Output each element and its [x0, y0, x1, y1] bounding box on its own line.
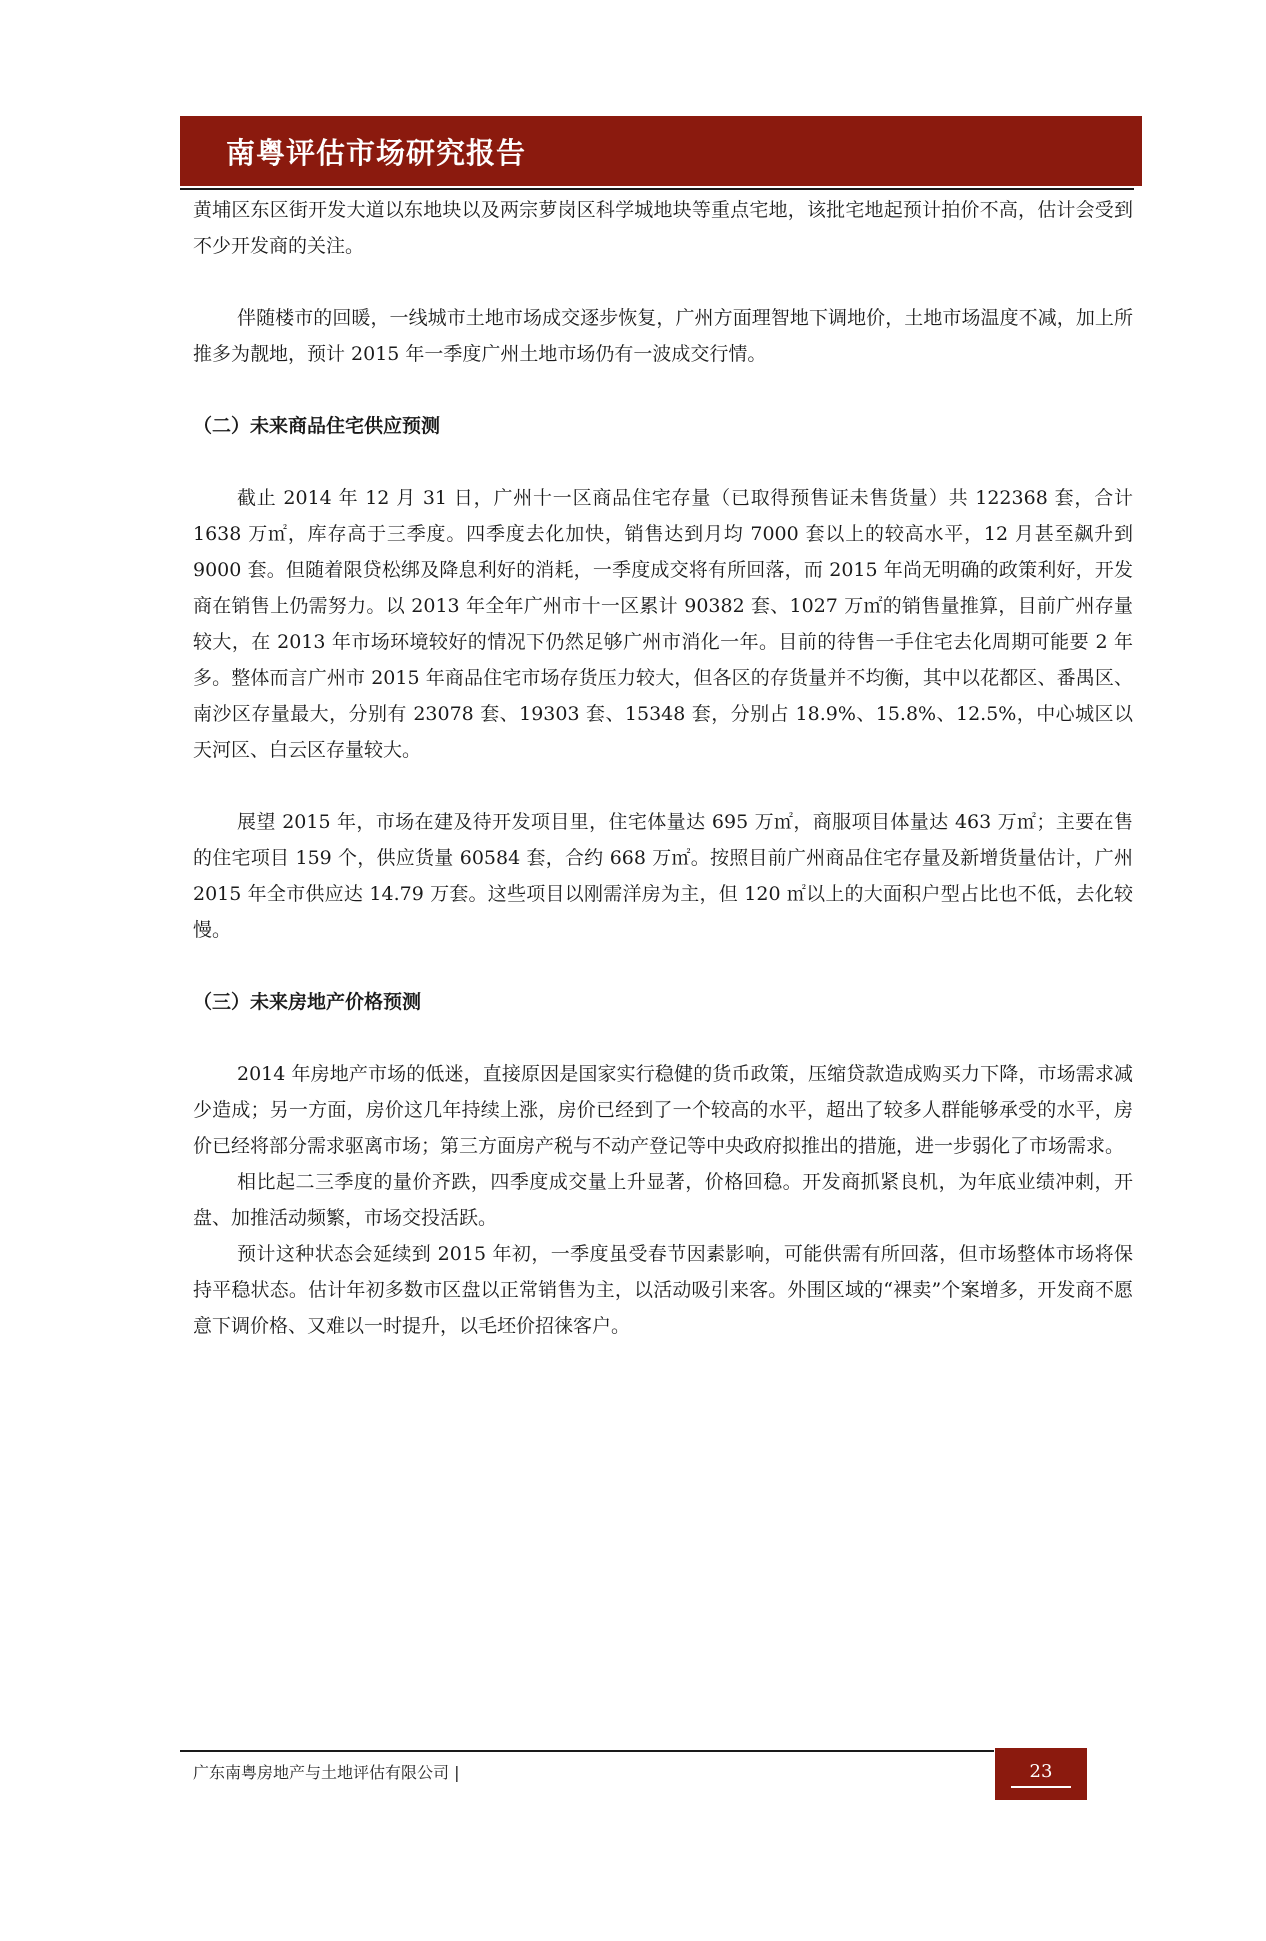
footer-company-name: 广东南粤房地产与土地评估有限公司 | [193, 1763, 460, 1782]
header-divider [180, 188, 1134, 190]
paragraph-market-slump: 2014 年房地产市场的低迷，直接原因是国家实行稳健的货币政策，压缩贷款造成购买力下降，市场需求减少造成；另一方面，房价这几年持续上涨，房价已经到了一个较高的水平，超出了较多人群能够承受的水平，房价已经将部分需求驱离市场；第三方面房产税与不动产登记等中央政府拟推出的措施，进一步弱化了市场需求。 [193, 1063, 1133, 1157]
header-bar [180, 116, 1142, 186]
footer-divider [180, 1750, 994, 1752]
paragraph-continued: 黄埔区东区街开发大道以东地块以及两宗萝岗区科学城地块等重点宅地，该批宅地起预计拍价不高，估计会受到不少开发商的关注。 [193, 199, 1133, 257]
paragraph-outlook: 展望 2015 年，市场在建及待开发项目里，住宅体量达 695 万㎡，商服项目体量达 463 万㎡；主要在售的住宅项目 159 个，供应货量 60584 套，合约 668 万㎡。按照目前广州商品住宅存量及新增货量估计，广州 2015 年全市供应达 14.79 万套。这些项目以刚需洋房为主，但 120 ㎡以上的大面积户型占比也不低，去化较慢。 [193, 811, 1133, 941]
report-title: 南粤评估市场研究报告 [226, 135, 527, 170]
paragraph-inventory: 截止 2014 年 12 月 31 日，广州十一区商品住宅存量（已取得预售证未售货量）共 122368 套，合计 1638 万㎡，库存高于三季度。四季度去化加快，销售达到月均 7000 套以上的较高水平，12 月甚至飙升到 9000 套。但随着限贷松绑及降息利好的消耗，一季度成交将有所回落，而 2015 年尚无明确的政策利好，开发商在销售上仍需努力。以 2013 年全年广州市十一区累计 90382 套、1027 万㎡的销售量推算，目前广州存量较大，在 2013 年市场环境较好的情况下仍然足够广州市消化一年。目前的待售一手住宅去化周期可能要 2 年多。整体而言广州市 2015 年商品住宅市场存货压力较大，但各区的存货量并不均衡，其中以花都区、番禺区、南沙区存量最大，分别有 23078 套、19303 套、15348 套，分别占 18.9%、15.8%、12.5%，中心城区以天河区、白云区存量较大。 [193, 487, 1133, 761]
section-heading-supply: （二）未来商品住宅供应预测 [193, 415, 441, 437]
page-number: 23 [1011, 1761, 1071, 1788]
section-heading-price: （三）未来房地产价格预测 [193, 991, 422, 1013]
paragraph-forecast: 预计这种状态会延续到 2015 年初，一季度虽受春节因素影响，可能供需有所回落，但市场整体市场将保持平稳状态。估计年初多数市区盘以正常销售为主，以活动吸引来客。外围区域的“裸卖”个案增多，开发商不愿意下调价格、又难以一时提升，以毛坯价招徕客户。 [193, 1243, 1133, 1337]
page-content [193, 192, 1133, 1344]
paragraph-land-market: 伴随楼市的回暖，一线城市土地市场成交逐步恢复，广州方面理智地下调地价，土地市场温度不减，加上所推多为靓地，预计 2015 年一季度广州土地市场仍有一波成交行情。 [193, 307, 1133, 365]
paragraph-q4-rebound: 相比起二三季度的量价齐跌，四季度成交量上升显著，价格回稳。开发商抓紧良机，为年底业绩冲刺，开盘、加推活动频繁，市场交投活跃。 [193, 1171, 1133, 1229]
page-number-box [995, 1748, 1087, 1800]
